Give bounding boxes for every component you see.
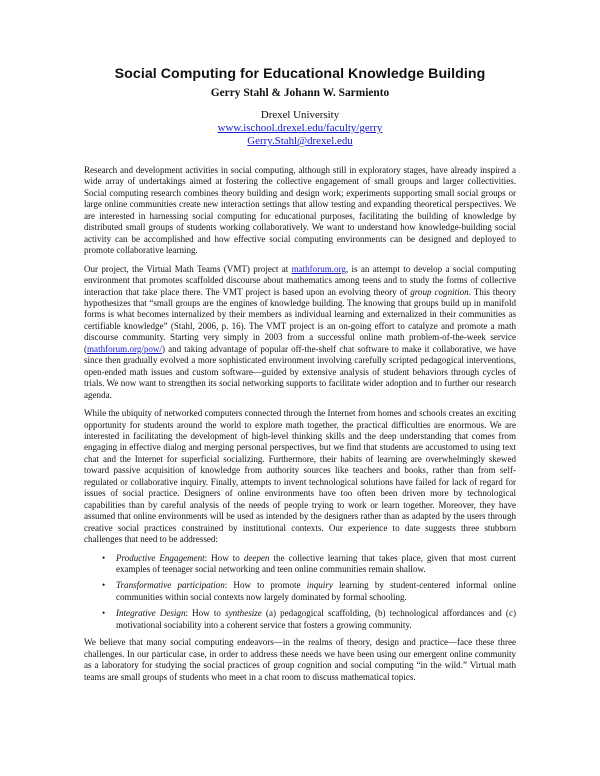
challenge-item (102, 608, 516, 631)
affiliation-url-line (84, 122, 516, 135)
challenge-label: Productive Engagement (116, 552, 205, 563)
challenge-keyword: inquiry (306, 580, 333, 591)
challenge-text-b: (a) pedagogical scaffolding, (b) technological affordances and (c) motivational sociability into a coherent service that fosters a growing community. (116, 608, 516, 630)
paragraph-2-text-c: . This theory hypothesizes that “small groups are the engines of knowledge building. The knowing that groups build up in manifold forms is what becomes internalized by their members as individual learning and externalized in their communities as certifiable knowledge” (Stahl, 2006, p. 16). The VMT project is an on-going effort to catalyze and promote a math discourse community. Starting very simply in 2003 from a successful online math problem-of-the-week service ( (84, 286, 516, 354)
affiliation-university: Drexel University (260, 109, 340, 121)
mathforum-link[interactable]: mathforum.org (291, 263, 346, 274)
bullet-icon: • (102, 608, 106, 619)
bullet-icon: • (102, 552, 106, 563)
challenge-text-b: learning by student-centered informal online communities within social contexts now largely dominated by formal schooling. (116, 580, 516, 602)
paragraph-2-text-d: ) and taking advantage of popular off-the-shelf chat software to make it collaborative, we have since then gradually evolved a more sophisticated environment involving carefully scripted pedagogical interventions, open-ended math issues and custom software—guided by extensive analysis of student behaviors through cycles of trials. We now want to strengthen its social networking supports to facilitate wider adoption and to further our research agenda. (84, 343, 516, 400)
challenge-keyword: synthesize (225, 608, 262, 619)
paper-body (84, 165, 516, 683)
challenge-label: Integrative Design (116, 608, 186, 619)
paragraph-2 (84, 264, 516, 401)
group-cognition-term: group cognition (410, 286, 469, 297)
challenge-text-b: the collective learning that takes place, given that most current examples of teenager social networking and teen online communities remain shallow. (116, 552, 516, 574)
challenge-text-a: : How to (204, 552, 244, 563)
challenge-label: Transformative participation (116, 580, 225, 591)
challenges-list (84, 553, 516, 632)
bullet-icon: • (102, 580, 106, 591)
paragraph-3: While the ubiquity of networked computers connected through the Internet from homes and schools creates an exciting opportunity for students around the world to explore math together, the practical difficulties are enormous. We are interested in facilitating the development of high-level thinking skills and the deep understanding that comes from engaging in effective dialog and merging personal perspectives, but we find that students are accustomed to using text chat and the Internet for superficial socializing. Furthermore, their habits of learning are overwhelmingly skewed toward passive acquisition of knowledge from authority sources like teachers and books, rather than from self-regulated or collaborative inquiry. Finally, attempts to invent technological solutions have failed for lack of regard for issues of social practice. Designers of online environments have too often been driven more by technological capabilities than by careful analysis of the needs of people trying to work or learn together. Moreover, they have assumed that online environments will be used as intended by the designers rather than as adapted by the users through creative social practices constrained by institutional contexts. Our experience to date suggests three stubborn challenges that need to be addressed: (84, 408, 516, 545)
affiliation-email-line (84, 135, 516, 148)
challenge-text-a: : How to promote (224, 580, 307, 591)
paragraph-1: Research and development activities in social computing, although still in exploratory stages, have already inspired a wide array of undertakings aimed at fostering the collective engagement of small groups and larger collectivities. Social computing research combines theory building and design work; experiments supporting small social groups or large online communities create new interaction settings that allow testing and expanding theoretical perspectives. We are interested in harnessing social computing for educational purposes, facilitating the building of knowledge by distributed small groups of students working collaboratively. We want to understand how knowledge-building social activity can be accomplished and how effective social computing environments can be designed and deployed to promote collaborative learning. (84, 165, 516, 256)
challenge-item (102, 580, 516, 603)
paragraph-2-text-a: Our project, the Virtual Math Teams (VMT) project at (84, 263, 292, 274)
challenge-item (102, 552, 516, 576)
affiliation-block (84, 109, 516, 148)
affiliation-email-link[interactable]: Gerry.Stahl@drexel.edu (247, 135, 353, 147)
paper-title: Social Computing for Educational Knowledge Building (114, 66, 486, 82)
challenge-keyword: deepen (243, 552, 270, 563)
affiliation-url-link[interactable]: www.ischool.drexel.edu/faculty/gerry (217, 122, 383, 134)
paragraph-4: We believe that many social computing endeavors—in the realms of theory, design and practice—face these three challenges. In our particular case, in order to address these needs we have been using our emergent online community as a laboratory for studying the social practices of group cognition and social computing “in the wild.” Virtual math teams are small groups of students who meet in a chat room to discuss mathematical topics. (84, 637, 516, 682)
paragraph-2-text-b: , is an attempt to develop a social computing environment that promotes scaffolded discourse about mathematics among teens and to study the forms of collective interaction that take place there. The VMT project is based upon an evolving theory of (84, 263, 516, 297)
pow-link[interactable]: mathforum.org/pow/ (87, 343, 162, 354)
paper-authors: Gerry Stahl & Johann W. Sarmiento (210, 87, 390, 99)
challenge-text-a: : How to (185, 608, 226, 619)
